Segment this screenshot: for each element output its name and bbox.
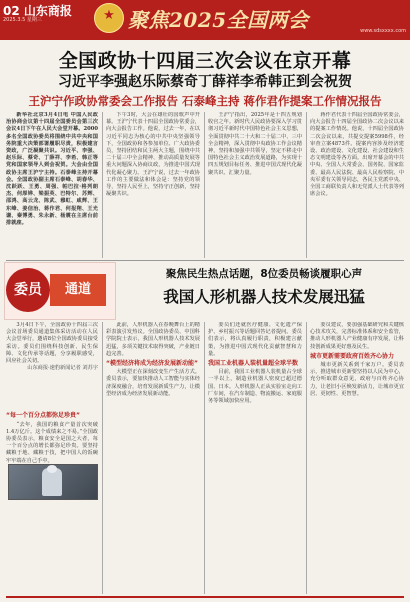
section-badge: 委员 [6, 268, 50, 312]
story1-column-4 [310, 112, 404, 258]
story2-subhead-2: “模型经济将成为经济发展新动能” [106, 360, 198, 368]
story2-col3b-text: 目前，我国工业机器人装机量占全球一半以上，制造业机器人密度已超过德国、日本。人形机器人正从实验室走向工厂车间，在汽车制造、物流搬运、家庭服务等领域加快应用。 [208, 369, 302, 405]
story1-col3-text: 王沪宁指出，2025年是十四五规划收官之年。新时代人民政协要深入学习贯彻习近平新时代中国特色社会主义思想，全面贯彻中共二十大和二十届二中、三中全会精神，深入贯彻中央政协工作会议精神，坚持和加强中共领导，坚定不移走中国特色社会主义政治发展道路，为实现十四五规划目标任务、推进中国式现代化凝聚共识、汇聚力量。 [208, 112, 302, 176]
robot-photo [8, 464, 98, 500]
reporter-credit: 山东商报·速豹新闻记者 刘苏宇 [27, 365, 98, 372]
column-divider [204, 112, 205, 258]
robot-head-icon [47, 465, 57, 473]
section-badge-secondary: 通道 [50, 274, 106, 306]
story1-column-2 [106, 112, 200, 258]
story2-column-4 [310, 322, 404, 594]
story1-column-1 [6, 112, 98, 258]
page-number: 02 山东商报 [3, 4, 72, 18]
main-subhead: 习近平李强赵乐际蔡奇丁薛祥李希韩正到会祝贺 [58, 74, 352, 90]
story2-col1-text: 3月4日下午，全国政协十四届三次会议首场委员通道集体采访活动在人民大会堂举行，邀请8位全国政协委员接受采访。委员们围绕科技创新、民生保障、文化传承等话题，分享履职感受，回应社会关切。 [6, 322, 98, 365]
section-divider [6, 260, 404, 261]
story2-col2b-text: 大模型正在深刻改变生产生活方式。委员表示，要加快推动人工智能与实体经济深度融合，培育发展新质生产力，让模型经济成为经济发展新动能。 [106, 369, 200, 397]
story1-col2-text: 下午3时，大会在雄壮的国歌声中开幕。王沪宁代表十四届全国政协常委会，向大会报告工作。他说，过去一年，在以习近平同志为核心的中共中央坚强领导下，全国政协和各参加单位、广大政协委员，坚持团结和民主两大主题，围绕中共二十届三中全会精神、推动高质量发展等重大问题深入协商议政，为推进中国式现代化凝心聚力。王沪宁说，过去一年政协工作的主要做法和体会是：坚持党的领导，坚持人民至上，坚持守正创新，坚持凝聚共识。 [106, 112, 200, 198]
banner-title: 聚焦2025全国两会 [128, 8, 309, 32]
story2-col4-text: 委员建议，要加强基础研究和关键核心技术攻关，完善标准体系和安全监管，推动人形机器人产业健康有序发展，让科技创新成果更好惠及民生。 [310, 322, 404, 350]
masthead [0, 0, 410, 40]
story2-col1b-text: “去年，我国的粮食产量首次突破1.4万亿斤。这个成绩来之不易。”全国政协委员表示，粮食安全是国之大者，每一个百分点的增长都弥足珍贵。要坚持藏粮于地、藏粮于技，把中国人的饭碗牢牢端在自己手中。 [6, 421, 98, 464]
story2-kicker: 聚焦民生热点话题，8位委员畅谈履职心声 [165, 268, 363, 280]
story2-column-1 [6, 322, 98, 594]
column-divider [102, 112, 103, 258]
issue-date: 2025.3.5 星期三 [3, 17, 42, 23]
story2-column-2 [106, 322, 200, 594]
column-divider [306, 322, 307, 594]
story1-col4-text: 蒋作君代表十四届全国政协常委会，向大会报告十四届全国政协二次会议以来的提案工作情况。他说，十四届全国政协二次会议以来，共提交提案5998件，经审查立案4873件。提案内容涉及经济建设、政治建设、文化建设、社会建设和生态文明建设等各方面。出席开幕会的中共中央、全国人大常委会、国务院、国家监委、最高人民法院、最高人民检察院、中央军委有关领导同志，各民主党派中央、全国工商联负责人和无党派人士代表等列席会议。 [310, 112, 404, 198]
story2-headline: 我国人形机器人技术发展迅猛 [163, 288, 365, 306]
photo-spacer [6, 372, 98, 410]
page-bottom-rule [6, 596, 404, 598]
site-url: www.sdsxxxx.com [360, 28, 406, 34]
story1-column-3 [208, 112, 302, 258]
story2-col3-text: 委员们还就医疗健康、文化遗产保护、乡村振兴等话题回答记者提问。委员们表示，将认真履行职责，积极建言献策，为推进中国式现代化贡献智慧和力量。 [208, 322, 302, 357]
national-emblem-icon: ★ [94, 3, 124, 33]
column-divider [306, 112, 307, 258]
story2-subhead-3: 我国工业机器人装机量超全球半数 [208, 360, 299, 368]
story2-subhead-1: “每一个百分点都弥足珍贵” [6, 412, 80, 420]
main-kicker: 王沪宁作政协常委会工作报告 石泰峰主持 蒋作君作提案工作情况报告 [28, 94, 382, 108]
story2-subhead-4: 城市更新需要政府百姓齐心协力 [310, 352, 395, 360]
column-divider [204, 322, 205, 594]
story1-col1-text: 新华社北京3月4日电 中国人民政治协商会议第十四届全国委员会第三次会议4日下午在人民大会堂开幕。2000多名全国政协委员将围绕中共中央和国务院重大决策部署履职尽责，积极建言资政，广泛凝聚共识。习近平、李强、赵乐际、蔡奇、丁薛祥、李希、韩正等党和国家领导人到会祝贺。大会由全国政协主席王沪宁主持。石泰峰主持开幕会。全国政协副主席石泰峰、胡春华、沈跃跃、王勇、周强、帕巴拉·格列朗杰、何厚铧、梁振英、巴特尔、苏辉、邵鸿、高云龙、陈武、穆虹、咸辉、王东峰、姜信治、蒋作君、何报翔、王光谦、秦博勇、朱永新、杨震在主席台前排就座。 [6, 112, 98, 227]
story2-column-3 [208, 322, 302, 594]
column-divider [102, 322, 103, 594]
main-headline: 全国政协十四届三次会议在京开幕 [58, 50, 352, 72]
story2-col2-text: 此前，人形机器人在春晚舞台上的精彩表演引发热议。全国政协委员、中国科学院院士表示，我国人形机器人技术发展迅猛，多项关键技术取得突破，产业链日趋完善。 [106, 322, 200, 357]
story2-col4b-text: 城市更新关系到千家万户。委员表示，推进城市更新要坚持以人民为中心，充分听取群众意见，政府与百姓齐心协力，让老旧小区焕发新活力，让城市更宜居、更韧性、更智慧。 [310, 362, 404, 397]
